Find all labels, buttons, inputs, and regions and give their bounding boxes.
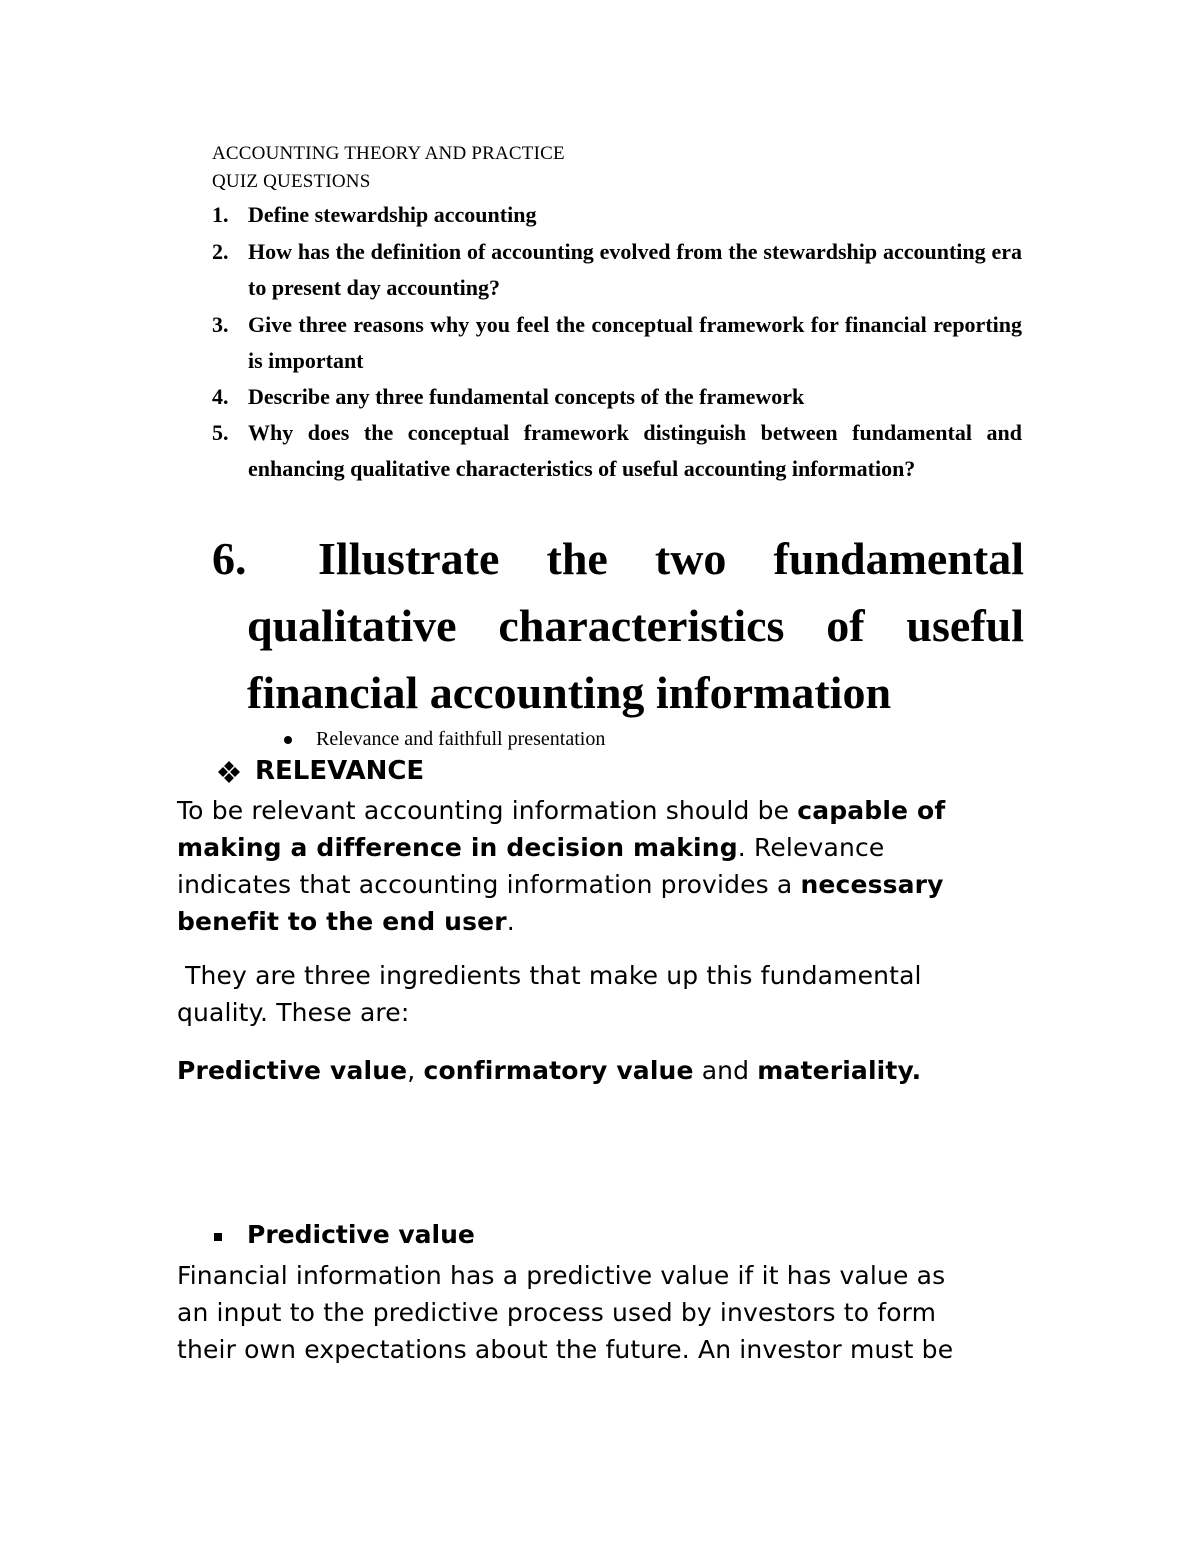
para-text: . Relevance: [737, 833, 885, 862]
para-line: their own expectations about the future. An investor must be: [177, 1335, 954, 1364]
question-text: How has the definition of accounting evolved from the stewardship accounting era to present day accounting?: [248, 239, 1022, 300]
question-text: Illustrate the two fundamental qualitative characteristics of useful financial accounting information: [247, 533, 1024, 718]
para-line: quality. These are:: [177, 998, 410, 1027]
diamond-bullet-icon: [218, 761, 240, 783]
para-text: ,: [407, 1056, 424, 1085]
para-bold-text: capable of: [797, 796, 946, 825]
question-1: [212, 197, 1022, 233]
question-3: [212, 307, 1022, 379]
question-text: Give three reasons why you feel the conceptual framework for financial reporting is important: [248, 312, 1022, 373]
question-5: [212, 415, 1022, 487]
para-text: To be relevant accounting information should be: [177, 796, 798, 825]
para-line: They are three ingredients that make up this fundamental: [177, 961, 922, 990]
course-title: ACCOUNTING THEORY AND PRACTICE: [212, 143, 565, 164]
para-text: and: [693, 1056, 758, 1085]
relevance-heading: RELEVANCE: [255, 756, 425, 786]
question-6: [212, 525, 1024, 726]
square-bullet-icon: [214, 1233, 222, 1241]
para-line: Financial information has a predictive value if it has value as: [177, 1261, 946, 1290]
question-number: 5.: [212, 420, 229, 445]
relevance-paragraph: [177, 792, 945, 940]
para-bold-text: confirmatory value: [423, 1056, 694, 1085]
para-line: an input to the predictive process used by investors to form: [177, 1298, 937, 1327]
para-text: indicates that accounting information provides a: [177, 870, 801, 899]
para-bold-text: materiality.: [757, 1056, 922, 1085]
ingredients-paragraph: [177, 957, 922, 1031]
question-number: 2.: [212, 239, 229, 264]
predictive-value-heading: Predictive value: [247, 1220, 475, 1249]
bullet-icon: [284, 736, 292, 744]
para-bold-text: necessary: [800, 870, 944, 899]
question-number: 1.: [212, 202, 229, 227]
question-text: Why does the conceptual framework distinguish between fundamental and enhancing qualitative characteristics of useful accounting information?: [248, 420, 1022, 481]
answer-bullet-text: Relevance and faithfull presentation: [316, 728, 606, 750]
para-bold-text: making a difference in decision making: [177, 833, 738, 862]
question-4: [212, 379, 1022, 415]
para-bold-text: benefit to the end user: [177, 907, 507, 936]
predictive-value-paragraph: [177, 1257, 953, 1368]
question-number: 6.: [212, 533, 247, 584]
quiz-subtitle: QUIZ QUESTIONS: [212, 171, 371, 192]
question-number: 4.: [212, 384, 229, 409]
question-2: [212, 234, 1022, 306]
para-text: .: [506, 907, 515, 936]
para-bold-text: Predictive value: [177, 1056, 408, 1085]
ingredients-list: [177, 1052, 921, 1089]
question-number: 3.: [212, 312, 229, 337]
question-text: Define stewardship accounting: [248, 202, 537, 227]
question-text: Describe any three fundamental concepts of the framework: [248, 384, 805, 409]
